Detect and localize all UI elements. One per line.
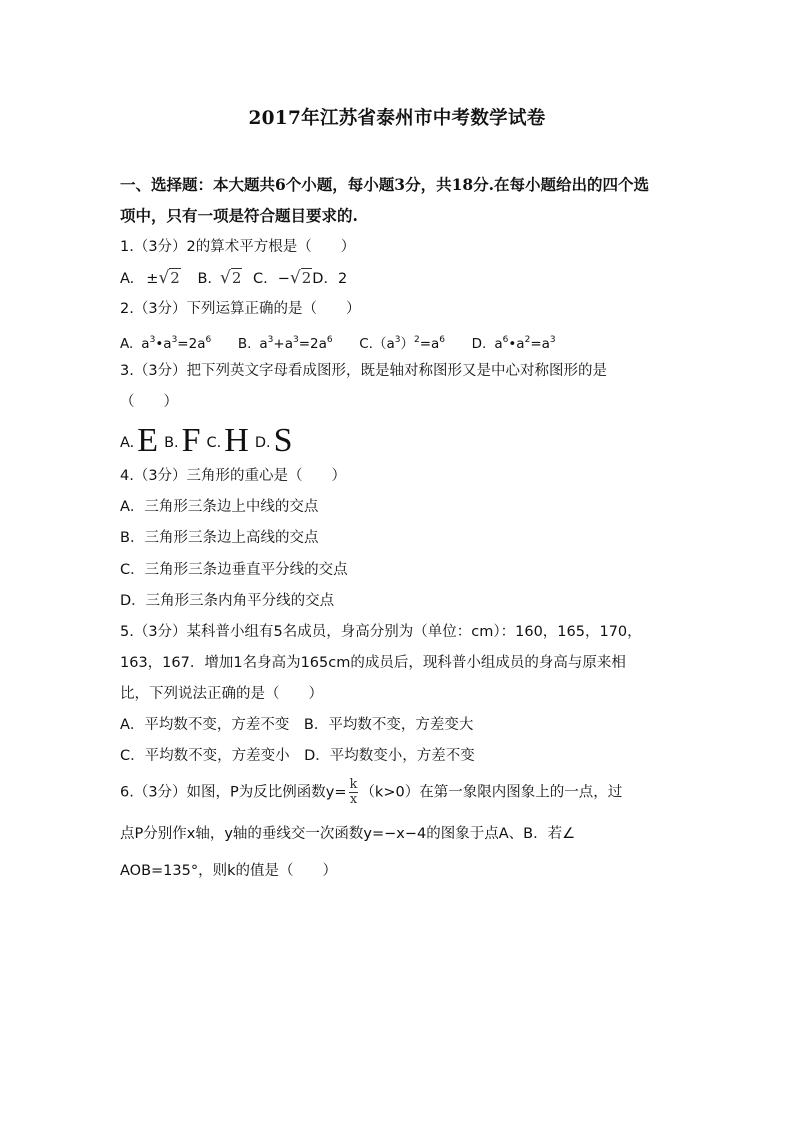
q2-option-d: D. $a^6•a^2=a^3$ (471, 335, 556, 352)
q3-option-b-label: B. (164, 435, 179, 451)
section-heading-line2: 项中，只有一项是符合题目要求的. (120, 206, 358, 225)
q5-stem-line3: 比，下列说法正确的是（ ） (120, 686, 323, 702)
q6-fraction: $\frac{k}{x}$ (349, 777, 358, 807)
q3-option-c-letter: H (224, 422, 249, 459)
q5-stem-line2: 163，167．增加1名身高为165cm的成员后，现科普小组成员的身高与原来相 (120, 655, 626, 671)
q3-options (120, 422, 299, 459)
q1-option-c-label: C. (253, 271, 268, 287)
q6-stem-b: （k>0）在第一象限内图象上的一点，过 (360, 784, 623, 801)
page-title: 2017年江苏省泰州市中考数学试卷 (248, 108, 546, 129)
q5-stem-line1: 5.（3分）某科普小组有5名成员，身高分别为（单位：cm）：160，165，170， (120, 624, 642, 640)
q5-options-cd: C．平均数不变，方差变小 D．平均数变小，方差不变 (120, 748, 475, 764)
q4-option-a: A．三角形三条边上中线的交点 (120, 499, 319, 515)
q1-option-a-label: A. (120, 271, 135, 287)
q1-option-c-sqrt: √2 (289, 268, 312, 288)
q3-stem-line1: 3.（3分）把下列英文字母看成图形，既是轴对称图形又是中心对称图形的是 (120, 363, 608, 379)
q1-option-a-sqrt: √2 (158, 268, 180, 288)
q3-option-a-letter: E (137, 422, 159, 459)
q1-option-b-sqrt: √2 (220, 268, 242, 288)
q1-option-b-label: B. (197, 271, 212, 287)
q3-option-d-label: D. (254, 435, 271, 451)
q4-stem: 4.（3分）三角形的重心是（ ） (120, 468, 347, 484)
q2-option-a: A. $a^3•a^3=2a^6$ (120, 335, 212, 352)
q4-option-d: D．三角形三条内角平分线的交点 (120, 593, 335, 609)
q1-stem: 1.（3分）2的算术平方根是（ ） (120, 239, 356, 255)
q2-option-c: $C.(a^3)^2=a^6$ (359, 335, 446, 352)
q5-options-ab: A．平均数不变，方差不变 B．平均数不变，方差变大 (120, 717, 474, 733)
q2-options (120, 330, 556, 354)
section-heading-line1: 一、选择题：本大题共6个小题，每小题3分，共18分.在每小题给出的四个选 (120, 175, 650, 194)
q3-option-c-label: C. (206, 435, 222, 451)
q1-options (120, 268, 347, 289)
q3-stem-line2: （ ） (120, 394, 178, 410)
q6-stem-a: 6.（3分）如图，P为反比例函数y= (120, 784, 347, 801)
q4-option-b: B．三角形三条边上高线的交点 (120, 530, 319, 546)
q6-stem-line2: 点P分别作x轴，y轴的垂线交一次函数y=−x−4的图象于点A、B．若∠ (120, 826, 576, 842)
q1-option-a-sign: ± (146, 271, 159, 287)
q3-option-d-letter: S (273, 422, 293, 459)
q3-option-a-label: A. (120, 435, 135, 451)
q1-option-c-sign: − (277, 271, 290, 287)
q3-option-b-letter: F (181, 422, 201, 459)
q2-stem: 2.（3分）下列运算正确的是（ ） (120, 301, 361, 317)
q2-option-b: B. $a^3+a^3=2a^6$ (237, 335, 333, 352)
q6-stem-line1 (120, 778, 622, 807)
q4-option-c: C．三角形三条边垂直平分线的交点 (120, 562, 348, 578)
q6-stem-line3: AOB=135°，则k的值是（ ） (120, 863, 337, 879)
q1-option-d: D．2 (312, 271, 348, 287)
